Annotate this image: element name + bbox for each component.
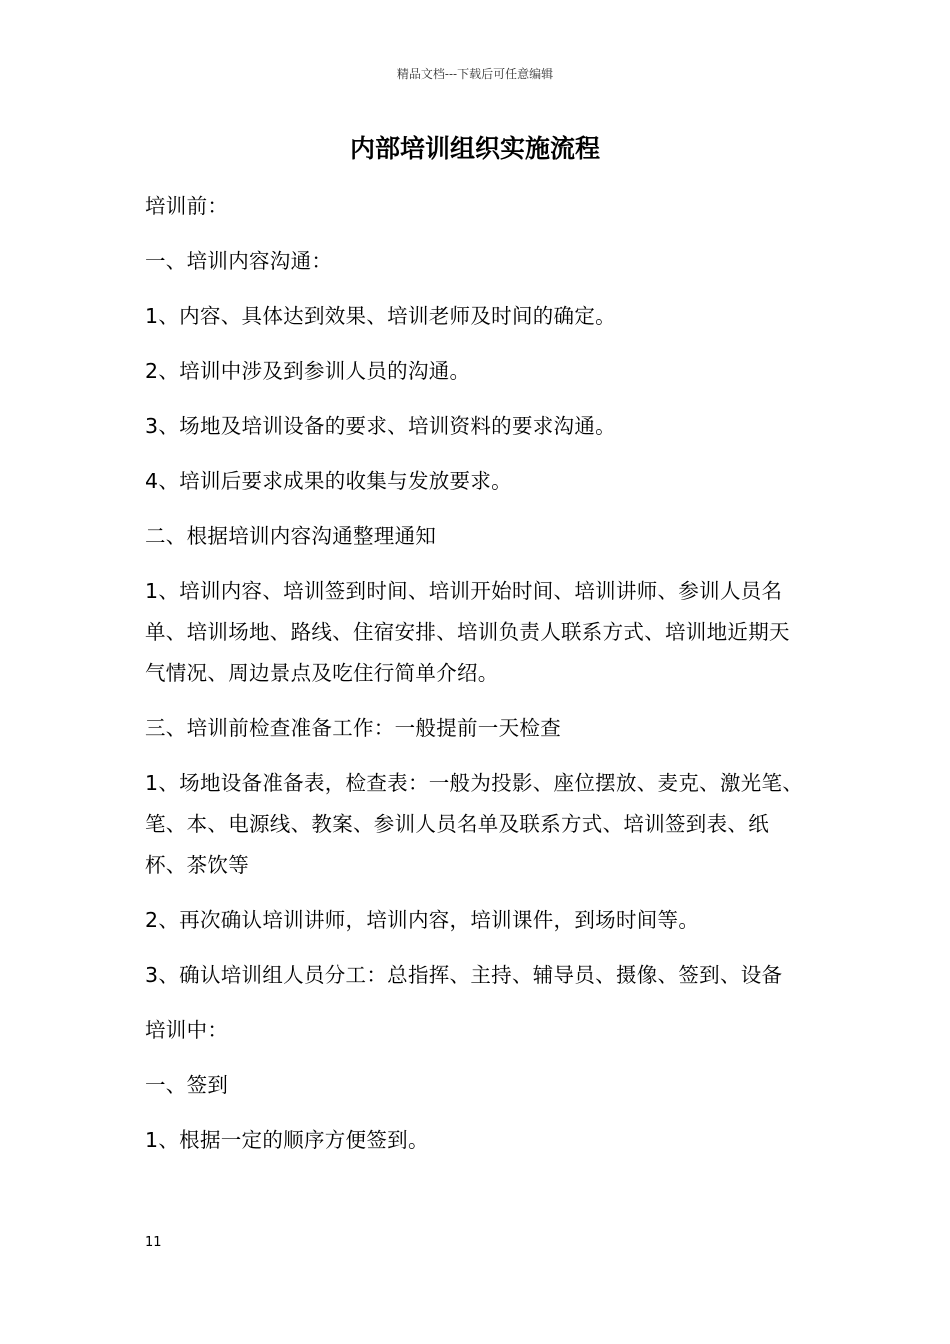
paragraph: 三、培训前检查准备工作：一般提前一天检查 [145, 716, 561, 740]
paragraph: 培训前： [145, 194, 229, 218]
paragraph: 3、确认培训组人员分工：总指挥、主持、辅导员、摄像、签到、设备 [145, 963, 783, 987]
paragraph: 2、培训中涉及到参训人员的沟通。 [145, 359, 471, 383]
paragraph: 培训中： [145, 1018, 229, 1042]
page-header: 精品文档---下载后可任意编辑 [396, 67, 554, 81]
page-number: 11 [145, 1235, 162, 1250]
paragraph: 二、根据培训内容沟通整理通知 [145, 524, 437, 548]
paragraph: 1、根据一定的顺序方便签到。 [145, 1128, 429, 1152]
paragraph: 一、培训内容沟通： [145, 249, 333, 273]
paragraph: 2、再次确认培训讲师，培训内容，培训课件，到场时间等。 [145, 908, 700, 932]
document-title: 内部培训组织实施流程 [349, 134, 600, 163]
paragraph: 3、场地及培训设备的要求、培训资料的要求沟通。 [145, 414, 616, 438]
paragraph: 1、培训内容、培训签到时间、培训开始时间、培训讲师、参训人员名单、培训场地、路线、住宿安排、培训负责人联系方式、培训地近期天气情况、周边景点及吃住行简单介绍。 [145, 579, 790, 685]
paragraph: 一、签到 [145, 1073, 229, 1097]
paragraph: 1、内容、具体达到效果、培训老师及时间的确定。 [145, 304, 616, 328]
paragraph: 4、培训后要求成果的收集与发放要求。 [145, 469, 512, 493]
paragraph: 1、场地设备准备表，检查表：一般为投影、座位摆放、麦克、激光笔、笔、本、电源线、教案、参训人员名单及联系方式、培训签到表、纸杯、茶饮等 [145, 771, 804, 877]
document-body [145, 186, 810, 1161]
